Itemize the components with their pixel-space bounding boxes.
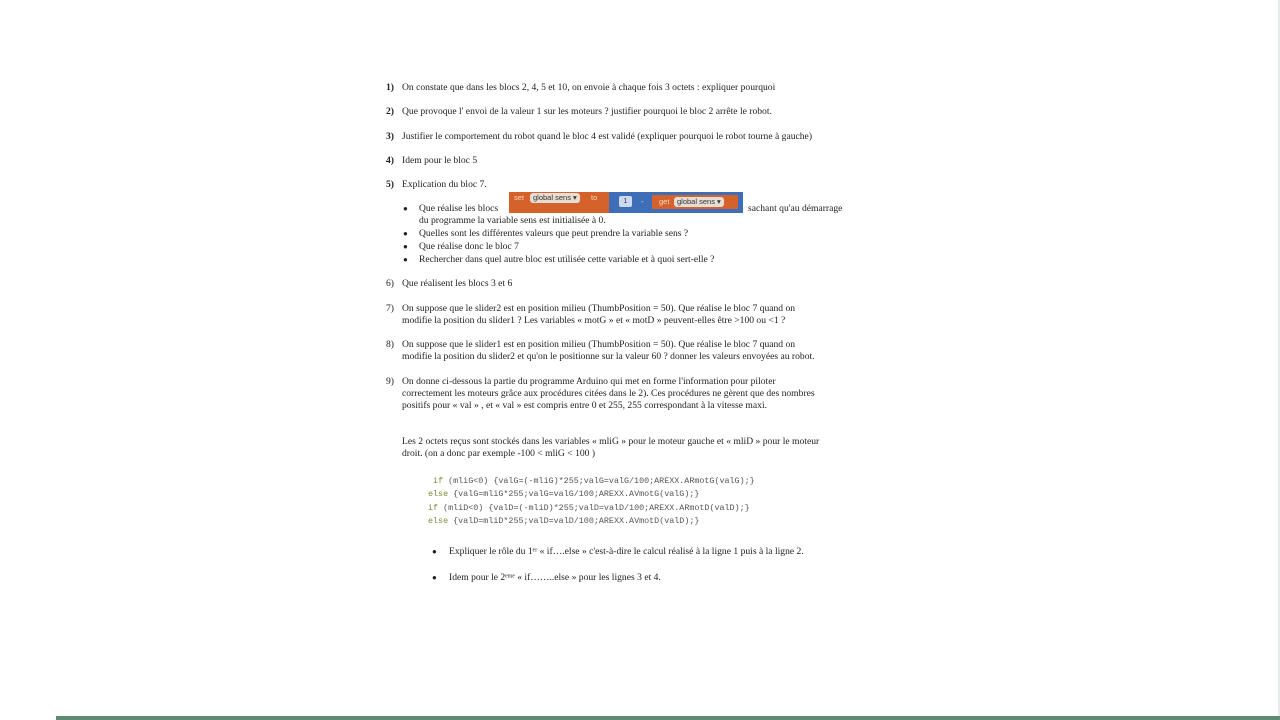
question-6: Que réalisent les blocs 3 et 6 [402,278,513,289]
code-line [433,475,755,487]
question-number: 1) [386,82,394,93]
question-5: Explication du bloc 7. [402,179,487,190]
code-line [428,515,699,527]
code-keyword: if [433,476,444,486]
bullet: ● [403,255,408,264]
bullet-text: Rechercher dans quel autre bloc est utilisée cette variable et à quoi sert-elle ? [419,254,715,265]
question-number: 4) [386,155,394,166]
bullet: ● [403,204,408,213]
question-7-line: modifie la position du slider1 ? Les variables « motG » et « motD » peuvent-elles être >100 ou <1 ? [402,315,786,326]
bullet-text: Que réalise les blocs [419,203,499,214]
paragraph-line: Les 2 octets reçus sont stockés dans les variables « mliG » pour le moteur gauche et « mliD » pour le moteur [402,436,820,447]
question-8-line: On suppose que le slider1 est en position milieu (ThumbPosition = 50). Que réalise le bloc 7 quand on [402,339,796,350]
question-9-line: On donne ci-dessous la partie du programme Arduino qui met en forme l'information pour piloter [402,376,776,387]
code-text: {valD=mliD*255;valD=valD/100;AREXX.AVmotD(valD);} [448,516,700,526]
bottom-scrollbar[interactable] [56,716,1280,720]
question-number: 7) [386,303,394,314]
set-block [509,192,613,213]
variable-dropdown: global sens ▾ [674,197,724,207]
to-label: to [591,193,598,202]
bullet-text: Quelles sont les différentes valeurs que peut prendre la variable sens ? [419,228,689,239]
question-number: 2) [386,106,394,117]
bullet: ● [432,573,437,582]
get-block [652,195,738,209]
bullet-text: Expliquer le rôle du 1ᵉʳ « if….else » c'est-à-dire le calcul réalisé à la ligne 1 puis à la ligne 2. [449,546,804,557]
operator: - [641,197,644,206]
code-keyword: else [428,489,449,499]
get-label: get [659,197,670,206]
question-number: 3) [386,131,394,142]
question-9-line: correctement les moteurs grâce aux procédures citées dans le 2). Ces procédures ne gèrent que des nombres [402,388,815,399]
question-number: 9) [386,376,394,387]
code-line [428,488,699,500]
bullet: ● [403,242,408,251]
question-3: Justifier le comportement du robot quand le bloc 4 est validé (expliquer pourquoi le robot tourne à gauche) [402,131,813,142]
question-4: Idem pour le bloc 5 [402,155,478,166]
question-1: On constate que dans les blocs 2, 4, 5 et 10, on envoie à chaque fois 3 octets : expliquer pourquoi [402,82,776,93]
bullet: ● [403,229,408,238]
code-line [428,502,750,514]
bullet: ● [432,547,437,556]
code-text: (mliD<0) {valD=(-mliD)*255;valD=valD/100;AREXX.ARmotD(valD);} [438,503,750,513]
question-number: 8) [386,339,394,350]
question-8-line: modifie la position du slider2 et qu'on le positionne sur la valeur 60 ? donner les valeurs envoyées au robot. [402,351,815,362]
code-text: (mliG<0) {valG=(-mliG)*255;valG=valG/100;AREXX.ARmotG(valG);} [443,476,755,486]
number-value: 1 [619,196,632,207]
code-text: {valG=mliG*255;valG=valG/100;AREXX.AVmotG(valG);} [448,489,700,499]
blockly-set-block-image [509,192,743,213]
question-number: 6) [386,278,394,289]
bullet-text: du programme la variable sens est initialisée à 0. [419,215,606,226]
variable-dropdown: global sens ▾ [530,193,580,203]
question-7-line: On suppose que le slider2 est en position milieu (ThumbPosition = 50). Que réalise le bloc 7 quand on [402,303,796,314]
code-keyword: if [428,503,439,513]
paragraph-line: droit. (on a donc par exemple -100 < mliG < 100 ) [402,448,596,459]
question-2: Que provoque l' envoi de la valeur 1 sur les moteurs ? justifier pourquoi le bloc 2 arrête le robot. [402,106,772,117]
bullet-text: Idem pour le 2ᵉᵐᵉ « if……..else » pour les lignes 3 et 4. [449,572,661,583]
bullet-text: sachant qu'au démarrage [748,203,843,214]
code-keyword: else [428,516,449,526]
set-label: set [514,193,525,202]
question-9-line: positifs pour « val » , et « val » est compris entre 0 et 255, 255 correspondant à la vitesse maxi. [402,400,768,411]
bullet-text: Que réalise donc le bloc 7 [419,241,519,252]
question-number: 5) [386,179,394,190]
